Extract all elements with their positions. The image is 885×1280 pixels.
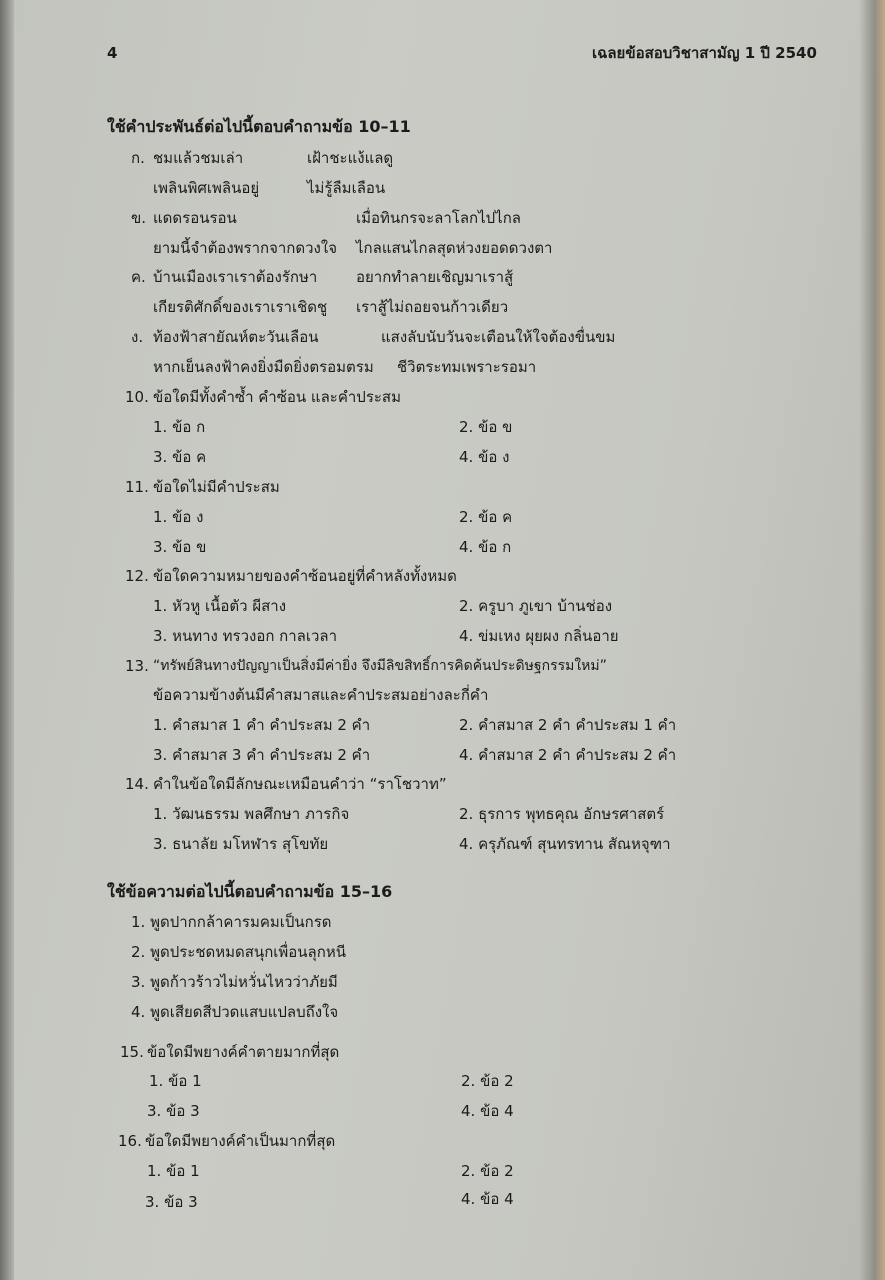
poem-line: ชีวิตระทมเพราะรอมา	[397, 358, 537, 376]
question-text: ข้อใดไม่มีคำประสม	[153, 478, 280, 496]
statement: 2. พูดประชดหมดสนุกเพื่อนลุกหนี	[131, 943, 346, 961]
question-text: “ทรัพย์สินทางปัญญาเป็นสิ่งมีค่ายิ่ง จึงมีลิขสิทธิ์การคิดค้นประดิษฐกรรมใหม่”	[153, 658, 607, 674]
answer-choice: 4. คำสมาส 2 คำ คำประสม 2 คำ	[459, 746, 677, 764]
answer-choice: 2. ข้อ 2	[461, 1072, 514, 1090]
question-number: 10.	[125, 388, 149, 406]
section-heading: ใช้คำประพันธ์ต่อไปนี้ตอบคำถามข้อ 10–11	[107, 117, 411, 136]
answer-choice: 4. ข้อ ก	[459, 538, 512, 556]
poem-line: บ้านเมืองเราเราต้องรักษา	[153, 268, 318, 286]
answer-choice: 3. ข้อ ข	[153, 538, 207, 556]
poem-line: ยามนี้จำต้องพรากจากดวงใจ	[153, 239, 337, 257]
answer-choice: 3. ข้อ 3	[147, 1102, 200, 1120]
poem-line: เกียรติศักดิ์ของเราเราเชิดชู	[153, 298, 328, 316]
answer-choice: 1. ข้อ 1	[147, 1162, 200, 1180]
answer-choice: 4. ข่มเหง ผุยผง กลิ่นอาย	[459, 627, 619, 645]
answer-choice: 3. ข้อ 3	[145, 1193, 198, 1211]
poem-line: หากเย็นลงฟ้าคงยิ่งมืดยิ่งตรอมตรม	[153, 358, 374, 376]
poem-line: ชมแล้วชมเล่า	[153, 149, 244, 167]
answer-choice: 2. ข้อ ค	[459, 508, 513, 526]
question-text-continued: ข้อความข้างต้นมีคำสมาสและคำประสมอย่างละกี่คำ	[153, 686, 489, 704]
answer-choice: 1. ข้อ ก	[153, 418, 206, 436]
answer-choice: 2. คำสมาส 2 คำ คำประสม 1 คำ	[459, 716, 677, 734]
poem-line: เพลินพิศเพลินอยู่	[153, 179, 260, 197]
question-text: ข้อใดมีพยางค์คำเป็นมากที่สุด	[145, 1132, 336, 1150]
answer-choice: 1. คำสมาส 1 คำ คำประสม 2 คำ	[153, 716, 371, 734]
poem-line: อยากทำลายเชิญมาเราสู้	[356, 268, 514, 286]
page-edge	[859, 0, 885, 1280]
answer-choice: 3. ข้อ ค	[153, 448, 207, 466]
question-text: ข้อใดความหมายของคำซ้อนอยู่ที่คำหลังทั้งหมด	[153, 567, 457, 585]
binding-shadow	[0, 0, 14, 1280]
poem-line: เฝ้าชะแง้แลดู	[307, 149, 394, 167]
answer-choice: 4. ข้อ ง	[459, 448, 510, 466]
answer-choice: 2. ครูบา ภูเขา บ้านช่อง	[459, 597, 613, 615]
question-number: 12.	[125, 567, 149, 585]
statement: 1. พูดปากกล้าคารมคมเป็นกรด	[131, 913, 332, 931]
page-number: 4	[107, 44, 118, 62]
question-number: 13.	[125, 657, 149, 675]
question-text: ข้อใดมีทั้งคำซ้ำ คำซ้อน และคำประสม	[153, 388, 401, 406]
question-number: 14.	[125, 775, 149, 793]
poem-label: ง.	[131, 328, 144, 346]
answer-choice: 2. ธุรการ พุทธคุณ อักษรศาสตร์	[459, 805, 665, 823]
answer-choice: 2. ข้อ 2	[461, 1162, 514, 1180]
question-number: 11.	[125, 478, 149, 496]
answer-choice: 3. คำสมาส 3 คำ คำประสม 2 คำ	[153, 746, 371, 764]
poem-line: เราสู้ไม่ถอยจนก้าวเดียว	[356, 298, 509, 316]
answer-choice: 1. ข้อ 1	[149, 1072, 202, 1090]
answer-choice: 1. วัฒนธรรม พลศึกษา ภารกิจ	[153, 805, 350, 823]
question-number: 16.	[118, 1132, 142, 1150]
poem-line: ไม่รู้ลืมเลือน	[307, 179, 386, 197]
section-heading: ใช้ข้อความต่อไปนี้ตอบคำถามข้อ 15–16	[107, 882, 393, 901]
answer-choice: 4. ครุภัณฑ์ สุนทรทาน สัณหจุฑา	[459, 835, 671, 853]
poem-label: ค.	[131, 268, 146, 286]
poem-line: แดดรอนรอน	[153, 209, 237, 227]
poem-label: ก.	[131, 149, 145, 167]
statement: 3. พูดก้าวร้าวไม่หวั่นไหวว่าภัยมี	[131, 973, 338, 991]
answer-choice: 3. ธนาลัย มโหฬาร สุโขทัย	[153, 835, 329, 853]
question-number: 15.	[120, 1043, 144, 1061]
poem-line: ท้องฟ้าสายัณห์ตะวันเลือน	[153, 328, 319, 346]
answer-choice: 3. หนทาง ทรวงอก กาลเวลา	[153, 627, 338, 645]
question-text: ข้อใดมีพยางค์คำตายมากที่สุด	[147, 1043, 340, 1061]
answer-choice: 1. หัวหู เนื้อตัว ผีสาง	[153, 597, 287, 615]
poem-line: เมื่อทินกรจะลาโลกไปไกล	[356, 209, 521, 227]
answer-choice: 4. ข้อ 4	[461, 1102, 514, 1120]
statement: 4. พูดเสียดสีปวดแสบแปลบถึงใจ	[131, 1003, 339, 1021]
poem-line: ไกลแสนไกลสุดห่วงยอดดวงตา	[356, 239, 553, 257]
poem-label: ข.	[131, 209, 147, 227]
poem-line: แสงลับนับวันจะเตือนให้ใจต้องขื่นขม	[381, 328, 616, 346]
running-title: เฉลยข้อสอบวิชาสามัญ 1 ปี 2540	[592, 44, 817, 62]
answer-choice: 2. ข้อ ข	[459, 418, 513, 436]
answer-choice: 4. ข้อ 4	[461, 1190, 514, 1208]
answer-choice: 1. ข้อ ง	[153, 508, 204, 526]
question-text: คำในข้อใดมีลักษณะเหมือนคำว่า “ราโชวาท”	[153, 775, 447, 793]
